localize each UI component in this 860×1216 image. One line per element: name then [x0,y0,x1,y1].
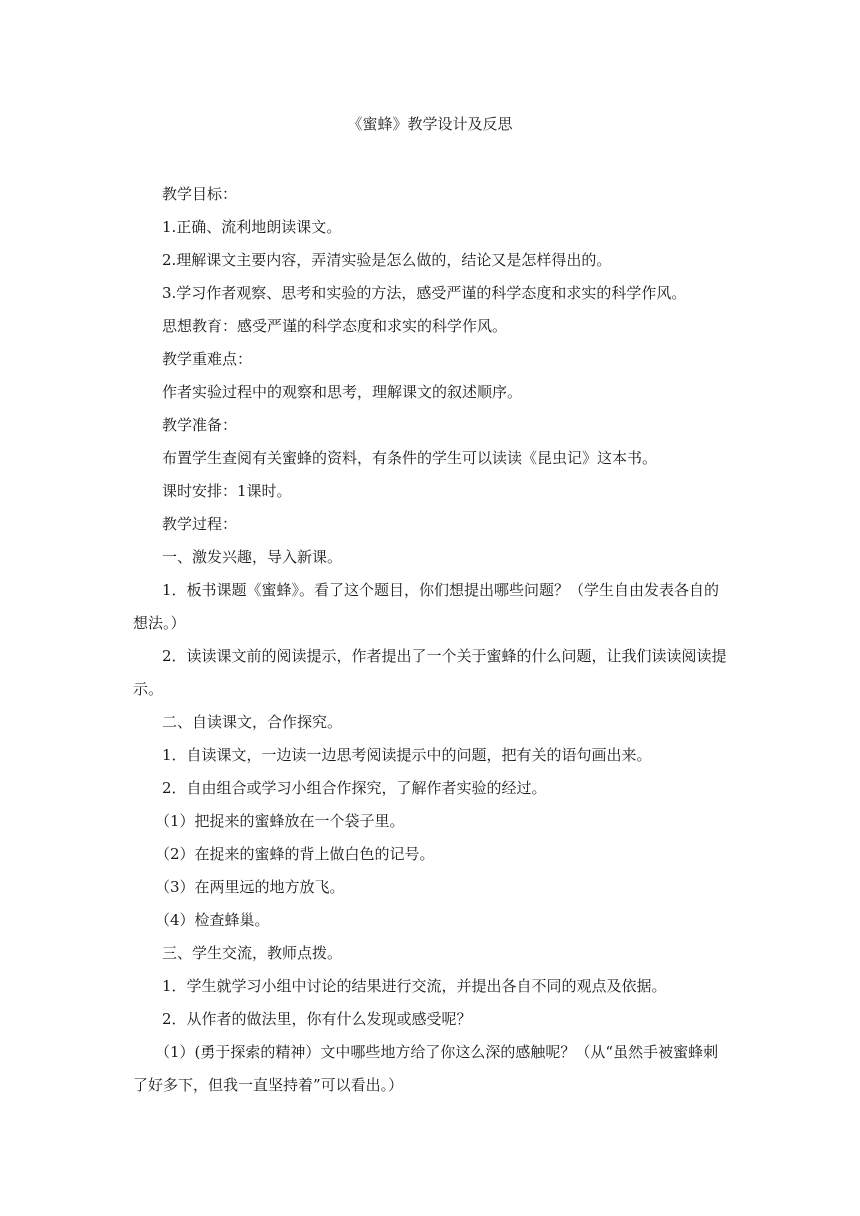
paragraph: 1．学生就学习小组中讨论的结果进行交流，并提出各自不同的观点及依据。 [162,977,667,995]
paragraph: （1）(勇于探索的精神）文中哪些地方给了你这么深的感触呢？（从“虽然手被蜜蜂刺了好多下，但我一直坚持着”可以看出。） [133,1043,719,1094]
paragraph: 思想教育：感受严谨的科学态度和求实的科学作风。 [162,317,508,335]
paragraph: 教学重难点： [162,350,253,368]
paragraph: 教学准备： [162,416,238,434]
paragraph: 一、激发兴趣，导入新课。 [162,548,343,566]
paragraph: 2．从作者的做法里，你有什么发现或感受呢？ [162,1010,472,1028]
paragraph: 1.正确、流利地朗读课文。 [162,218,342,236]
paragraph: （4）检查蜂巢。 [155,911,270,929]
paragraph: 三、学生交流，教师点拨。 [162,944,343,962]
paragraph: 3.学习作者观察、思考和实验的方法，感受严谨的科学态度和求实的科学作风。 [162,284,687,302]
paragraph: 2．读读课文前的阅读提示，作者提出了一个关于蜜蜂的什么问题，让我们读读阅读提示。 [133,647,727,698]
paragraph: （2）在捉来的蜜蜂的背上做白色的记号。 [155,845,435,863]
paragraph: （1）把捉来的蜜蜂放在一个袋子里。 [155,812,405,830]
paragraph: 课时安排：1课时。 [162,482,292,500]
document-body [133,178,731,1102]
paragraph: （3）在两里远的地方放飞。 [155,878,345,896]
paragraph: 2.理解课文主要内容，弄清实验是怎么做的，结论又是怎样得出的。 [162,251,612,269]
paragraph: 2．自由组合或学习小组合作探究，了解作者实验的经过。 [162,779,547,797]
paragraph: 二、自读课文，合作探究。 [162,713,343,731]
paragraph: 教学过程： [162,515,238,533]
paragraph: 1．自读课文，一边读一边思考阅读提示中的问题，把有关的语句画出来。 [162,746,652,764]
paragraph: 教学目标： [162,185,238,203]
paragraph: 1．板书课题《蜜蜂》。看了这个题目，你们想提出哪些问题？（学生自由发表各自的想法。） [133,581,720,632]
paragraph: 布置学生查阅有关蜜蜂的资料，有条件的学生可以读读《昆虫记》这本书。 [162,449,658,467]
paragraph: 作者实验过程中的观察和思考，理解课文的叙述顺序。 [162,383,523,401]
document-title: 《蜜蜂》教学设计及反思 [347,115,513,133]
